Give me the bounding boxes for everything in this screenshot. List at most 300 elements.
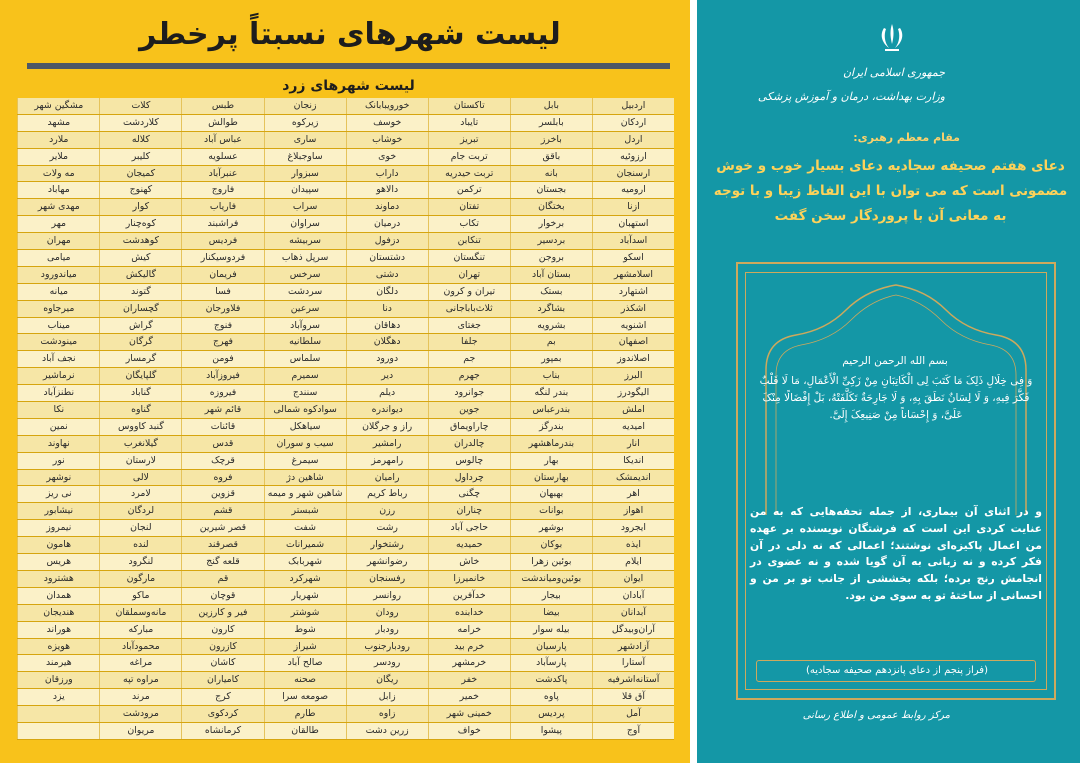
city-cell: فریمان xyxy=(181,267,263,283)
city-cell: قم xyxy=(181,571,263,587)
city-cell: سیب و سوران xyxy=(264,436,346,452)
city-cell: ایجرود xyxy=(592,520,674,536)
city-cell: هامون xyxy=(17,537,99,553)
city-cell: کلاردشت xyxy=(99,115,181,131)
city-cell: چناران xyxy=(428,503,510,519)
city-cell: آمل xyxy=(592,706,674,722)
city-cell: اسدآباد xyxy=(592,233,674,249)
city-cell: لامرد xyxy=(99,486,181,502)
city-cell: دیر xyxy=(346,368,428,384)
city-cell: چگنی xyxy=(428,486,510,502)
city-cell: گناوه xyxy=(99,402,181,418)
table-row xyxy=(17,318,674,335)
city-cell: بیله سوار xyxy=(510,622,592,638)
city-cell: خدآفرین xyxy=(428,588,510,604)
city-cell: دهگلان xyxy=(346,334,428,350)
city-cell: کردکوی xyxy=(181,706,263,722)
table-row xyxy=(17,453,674,470)
city-cell: قوچان xyxy=(181,588,263,604)
city-cell: امیدیه xyxy=(592,419,674,435)
title-divider xyxy=(27,63,670,69)
dua-text: وَ فِی خِلَالِ ذَلِکَ مَا کَتَبَ لِی الْکَاتِبَانِ مِنْ زَکِیِّ الْأَعْمَالِ، مَا لَا قَلْبٌ فَکَّرَ فِیهِ، وَ لَا لِسَانٌ نَطَقَ بِهِ، وَ لَا جَارِحَةٌ تَکَلَّفَتْهُ، بَلْ إِفْضَالًا مِنْکَ عَلَیَّ، وَ إِحْسَاناً مِنْ صَنِیعِکَ إِلَیَّ. xyxy=(759,375,1033,421)
city-cell: سلطانیه xyxy=(264,334,346,350)
city-cell: شاهین شهر و میمه xyxy=(264,486,346,502)
city-cell: بستان آباد xyxy=(510,267,592,283)
city-cell: زنجان xyxy=(264,98,346,114)
city-cell: بمپور xyxy=(510,351,592,367)
city-cell: کوه‌چنار xyxy=(99,216,181,232)
city-cell: گرگان xyxy=(99,334,181,350)
city-cell: بهبهان xyxy=(510,486,592,502)
table-row xyxy=(17,503,674,520)
city-cell: نی ریز xyxy=(17,486,99,502)
city-cell: بندرماهشهر xyxy=(510,436,592,452)
table-row xyxy=(17,672,674,689)
city-cell: دشتستان xyxy=(346,250,428,266)
city-cell: خرامه xyxy=(428,622,510,638)
city-cell: صحنه xyxy=(264,672,346,688)
city-cell: خمیر xyxy=(428,689,510,705)
city-cell: جوین xyxy=(428,402,510,418)
city-cell: سروآباد xyxy=(264,318,346,334)
city-cell xyxy=(17,723,99,739)
city-cell: بندر لنگه xyxy=(510,385,592,401)
page-title: لیست شهرهای نسبتاً پرخطر xyxy=(139,17,561,52)
city-cell: اندیمشک xyxy=(592,470,674,486)
city-cell: سراب xyxy=(264,199,346,215)
city-cell: بردسیر xyxy=(510,233,592,249)
city-cell: رزن xyxy=(346,503,428,519)
city-cell: نکا xyxy=(17,402,99,418)
city-cell: سنندج xyxy=(264,385,346,401)
city-cell: نوشهر xyxy=(17,470,99,486)
city-cell: شهربابک xyxy=(264,554,346,570)
city-cell: روانسر xyxy=(346,588,428,604)
city-cell: داراب xyxy=(346,166,428,182)
city-cell: شوط xyxy=(264,622,346,638)
city-cell: سپیدان xyxy=(264,182,346,198)
city-cell: انار xyxy=(592,436,674,452)
city-cell: قدس xyxy=(181,436,263,452)
city-cell: هندیجان xyxy=(17,605,99,621)
city-cell: رشت xyxy=(346,520,428,536)
table-row xyxy=(17,588,674,605)
city-cell: رودبارجنوب xyxy=(346,639,428,655)
city-cell: خرم بید xyxy=(428,639,510,655)
city-cell: فاریاب xyxy=(181,199,263,215)
city-cell: مرند xyxy=(99,689,181,705)
city-cell: حاجی آباد xyxy=(428,520,510,536)
city-cell: شاهین دژ xyxy=(264,470,346,486)
city-cell: گلپایگان xyxy=(99,368,181,384)
city-cell: باخرز xyxy=(510,132,592,148)
table-row xyxy=(17,115,674,132)
city-cell: کوار xyxy=(99,199,181,215)
city-cell: قائم شهر xyxy=(181,402,263,418)
city-cell: شهریار xyxy=(264,588,346,604)
city-cell: خوی xyxy=(346,149,428,165)
city-cell: فروه xyxy=(181,470,263,486)
city-cell: تبریز xyxy=(428,132,510,148)
city-cell: رودسر xyxy=(346,655,428,671)
city-cell: رشتخوار xyxy=(346,537,428,553)
city-cell: بروجن xyxy=(510,250,592,266)
city-cell: قرچک xyxy=(181,453,263,469)
city-cell: لنگرود xyxy=(99,554,181,570)
city-cell: بجستان xyxy=(510,182,592,198)
city-cell: پیشوا xyxy=(510,723,592,739)
city-cell: دنا xyxy=(346,301,428,317)
city-cell: کلات xyxy=(99,98,181,114)
city-cell: رودان xyxy=(346,605,428,621)
city-cell: فهرج xyxy=(181,334,263,350)
table-row xyxy=(17,233,674,250)
table-row xyxy=(17,655,674,672)
city-cell: همدان xyxy=(17,588,99,604)
city-cell: تفتان xyxy=(428,199,510,215)
city-cell: آستانه‌اشرفیه xyxy=(592,672,674,688)
city-cell: قصرقند xyxy=(181,537,263,553)
table-subtitle: لیست شهرهای زرد xyxy=(282,78,415,94)
city-cell: رامهرمز xyxy=(346,453,428,469)
city-cell: جم xyxy=(428,351,510,367)
city-cell: اهر xyxy=(592,486,674,502)
city-cell: راز و جرگلان xyxy=(346,419,428,435)
table-row xyxy=(17,520,674,537)
city-cell: مه ولات xyxy=(17,166,99,182)
table-row xyxy=(17,301,674,318)
panel-divider xyxy=(690,0,697,763)
city-cell: مشهد xyxy=(17,115,99,131)
city-cell: رفسنجان xyxy=(346,571,428,587)
city-cell: ریگان xyxy=(346,672,428,688)
city-cell: مهدی شهر xyxy=(17,199,99,215)
city-cell: سوادکوه شمالی xyxy=(264,402,346,418)
city-cell: کوهدشت xyxy=(99,233,181,249)
table-row xyxy=(17,166,674,183)
city-cell: تهران xyxy=(428,267,510,283)
city-cell: ارسنجان xyxy=(592,166,674,182)
bismillah: بسم الله الرحمن الرحیم xyxy=(842,355,948,367)
city-cell: گناباد xyxy=(99,385,181,401)
city-cell: چرداول xyxy=(428,470,510,486)
city-cell: فومن xyxy=(181,351,263,367)
city-cell: قصر شیرین xyxy=(181,520,263,536)
city-cell: ایوان xyxy=(592,571,674,587)
city-cell: دلگان xyxy=(346,284,428,300)
city-cell: بستک xyxy=(510,284,592,300)
city-cell: عباس آباد xyxy=(181,132,263,148)
table-row xyxy=(17,267,674,284)
city-cell: ثلاث‌باباجانی xyxy=(428,301,510,317)
city-cell: بناب xyxy=(510,368,592,384)
city-cell: اصلاندوز xyxy=(592,351,674,367)
city-cell: بشاگرد xyxy=(510,301,592,317)
city-cell: شیراز xyxy=(264,639,346,655)
city-cell: کلیبر xyxy=(99,149,181,165)
city-cell: بوئین زهرا xyxy=(510,554,592,570)
city-cell: سرخس xyxy=(264,267,346,283)
city-cell: زابل xyxy=(346,689,428,705)
city-cell: بانه xyxy=(510,166,592,182)
city-cell: گیلانغرب xyxy=(99,436,181,452)
city-cell: فراشبند xyxy=(181,216,263,232)
city-cell: اردل xyxy=(592,132,674,148)
city-cell: سرعین xyxy=(264,301,346,317)
city-cell: لنجان xyxy=(99,520,181,536)
table-row xyxy=(17,182,674,199)
table-row xyxy=(17,368,674,385)
city-cell: طالقان xyxy=(264,723,346,739)
city-cell: اسکو xyxy=(592,250,674,266)
city-cell: کرمانشاه xyxy=(181,723,263,739)
table-row xyxy=(17,419,674,436)
table-row xyxy=(17,605,674,622)
city-cell: تایباد xyxy=(428,115,510,131)
city-cell: پاوه xyxy=(510,689,592,705)
city-cell: استهبان xyxy=(592,216,674,232)
city-cell: فیروزآباد xyxy=(181,368,263,384)
country-name: جمهوری اسلامی ایران xyxy=(842,66,945,79)
city-cell: سربیشه xyxy=(264,233,346,249)
city-cell: گالیکش xyxy=(99,267,181,283)
city-cell: مریوان xyxy=(99,723,181,739)
city-cell: آستارا xyxy=(592,655,674,671)
city-cell: چاراویماق xyxy=(428,419,510,435)
table-row xyxy=(17,537,674,554)
city-cell: خوشاب xyxy=(346,132,428,148)
city-cell: دالاهو xyxy=(346,182,428,198)
city-cell: محمودآباد xyxy=(99,639,181,655)
city-cell: خاش xyxy=(428,554,510,570)
city-cell: آق قلا xyxy=(592,689,674,705)
city-cell: سردشت xyxy=(264,284,346,300)
city-cell: مینودشت xyxy=(17,334,99,350)
city-cell: گراش xyxy=(99,318,181,334)
city-cell: درمیان xyxy=(346,216,428,232)
city-cell: پارسآباد xyxy=(510,655,592,671)
city-cell: اشتهارد xyxy=(592,284,674,300)
city-cell: مانه‌وسملقان xyxy=(99,605,181,621)
city-cell: کیش xyxy=(99,250,181,266)
city-cell: قزوین xyxy=(181,486,263,502)
city-cell: شفت xyxy=(264,520,346,536)
city-cell: خرمشهر xyxy=(428,655,510,671)
city-cell: لردگان xyxy=(99,503,181,519)
city-cell: نیشابور xyxy=(17,503,99,519)
dua-source: (فراز پنجم از دعای پانزدهم صحیفه سجادیه) xyxy=(806,665,988,676)
city-cell: رودبار xyxy=(346,622,428,638)
city-cell: زیرکوه xyxy=(264,115,346,131)
city-cell: بم xyxy=(510,334,592,350)
city-cell: خانمیرزا xyxy=(428,571,510,587)
city-cell: سراوان xyxy=(264,216,346,232)
city-cell: فلاورجان xyxy=(181,301,263,317)
city-cell: بوشهر xyxy=(510,520,592,536)
city-cell: آران‌وبیدگل xyxy=(592,622,674,638)
city-cell: خمینی شهر xyxy=(428,706,510,722)
city-cell: شبستر xyxy=(264,503,346,519)
table-row xyxy=(17,571,674,588)
city-cell: دماوند xyxy=(346,199,428,215)
city-cell: میرجاوه xyxy=(17,301,99,317)
city-cell: بهار xyxy=(510,453,592,469)
city-cell: زاوه xyxy=(346,706,428,722)
city-cell: دهاقان xyxy=(346,318,428,334)
leader-quote: دعای هفتم صحیفه سجادیه دعای بسیار خوب و خوش مضمونی است که می توان با این الفاظ زیبا و با توجه به معانی آن با پروردگار سخن گفت xyxy=(713,158,1068,224)
city-cell: نجف آباد xyxy=(17,351,99,367)
city-cell: هشترود xyxy=(17,571,99,587)
city-cell: دیواندره xyxy=(346,402,428,418)
city-cell: تربت جام xyxy=(428,149,510,165)
city-cell: فیر و کارزین xyxy=(181,605,263,621)
city-cell: بابلسر xyxy=(510,115,592,131)
city-cell: دیلم xyxy=(346,385,428,401)
city-cell: لارستان xyxy=(99,453,181,469)
city-cell: گرمسار xyxy=(99,351,181,367)
table-row xyxy=(17,250,674,267)
city-cell: ورزقان xyxy=(17,672,99,688)
city-cell: کلاله xyxy=(99,132,181,148)
table-row xyxy=(17,216,674,233)
city-cell: طبس xyxy=(181,98,263,114)
city-cell: رضوانشهر xyxy=(346,554,428,570)
table-row xyxy=(17,436,674,453)
city-cell: مهر xyxy=(17,216,99,232)
city-cell: ساوجبلاغ xyxy=(264,149,346,165)
city-cell: طارم xyxy=(264,706,346,722)
city-cell: لالی xyxy=(99,470,181,486)
city-cell: سلماس xyxy=(264,351,346,367)
city-cell: فاروج xyxy=(181,182,263,198)
city-cell: ارومیه xyxy=(592,182,674,198)
city-cell: برخوار xyxy=(510,216,592,232)
city-cell: میانه xyxy=(17,284,99,300)
city-cell: بوئین‌ومیاندشت xyxy=(510,571,592,587)
city-cell: سمیرم xyxy=(264,368,346,384)
city-cell: صومعه سرا xyxy=(264,689,346,705)
city-cell: بیضا xyxy=(510,605,592,621)
city-cell: عسلویه xyxy=(181,149,263,165)
city-cell: مشگین شهر xyxy=(17,98,99,114)
city-cell: ازنا xyxy=(592,199,674,215)
city-cell: فیروزه xyxy=(181,385,263,401)
city-cell: بشرویه xyxy=(510,318,592,334)
city-cell: گچساران xyxy=(99,301,181,317)
city-cell: اهواز xyxy=(592,503,674,519)
city-cell: میاندورود xyxy=(17,267,99,283)
city-cell: املش xyxy=(592,402,674,418)
city-cell: تنکابن xyxy=(428,233,510,249)
table-row xyxy=(17,402,674,419)
city-cell: مراغه xyxy=(99,655,181,671)
city-cell: خواف xyxy=(428,723,510,739)
city-cell: نمین xyxy=(17,419,99,435)
city-cell: فردوسیکنار xyxy=(181,250,263,266)
city-cell: زرین دشت xyxy=(346,723,428,739)
city-cell: صالح آباد xyxy=(264,655,346,671)
city-cell: بابل xyxy=(510,98,592,114)
table-row xyxy=(17,689,674,706)
city-cell: بندرعباس xyxy=(510,402,592,418)
table-row xyxy=(17,554,674,571)
table-row xyxy=(17,639,674,656)
city-cell: شهرکرد xyxy=(264,571,346,587)
city-cell: نیمروز xyxy=(17,520,99,536)
city-cell: مرودشت xyxy=(99,706,181,722)
city-cell: آبادان xyxy=(592,588,674,604)
city-cell: تکاب xyxy=(428,216,510,232)
city-cell: هریس xyxy=(17,554,99,570)
city-cell: رامشیر xyxy=(346,436,428,452)
city-cell: سیاهکل xyxy=(264,419,346,435)
city-cell: حمیدیه xyxy=(428,537,510,553)
city-cell: ملارد xyxy=(17,132,99,148)
city-cell: خوسف xyxy=(346,115,428,131)
city-cell: جهرم xyxy=(428,368,510,384)
city-cell: آبدانان xyxy=(592,605,674,621)
city-cell: شوشتر xyxy=(264,605,346,621)
city-cell: کمیجان xyxy=(99,166,181,182)
city-cell: گتوند xyxy=(99,284,181,300)
city-cell: باقق xyxy=(510,149,592,165)
table-row xyxy=(17,351,674,368)
cities-table xyxy=(17,98,674,740)
city-cell: مبارکه xyxy=(99,622,181,638)
city-cell: اسلامشهر xyxy=(592,267,674,283)
city-cell: اشنویه xyxy=(592,318,674,334)
city-cell: طوالش xyxy=(181,115,263,131)
city-cell: اردبیل xyxy=(592,98,674,114)
table-row xyxy=(17,199,674,216)
city-cell: نور xyxy=(17,453,99,469)
city-cell: عنبرآباد xyxy=(181,166,263,182)
city-cell: جوانرود xyxy=(428,385,510,401)
city-cell: آوج xyxy=(592,723,674,739)
table-row xyxy=(17,98,674,115)
city-cell: فسا xyxy=(181,284,263,300)
iran-emblem-icon xyxy=(875,22,909,54)
city-cell: بهارستان xyxy=(510,470,592,486)
city-cell: دورود xyxy=(346,351,428,367)
city-cell: دشتی xyxy=(346,267,428,283)
table-row xyxy=(17,706,674,723)
city-cell: ملایر xyxy=(17,149,99,165)
city-cell: نطنزآباد xyxy=(17,385,99,401)
city-cell: سبزوار xyxy=(264,166,346,182)
city-cell: پردیس xyxy=(510,706,592,722)
city-cell: قلعه گنج xyxy=(181,554,263,570)
city-cell: بندرگز xyxy=(510,419,592,435)
city-cell: سرپل ذهاب xyxy=(264,250,346,266)
city-cell: اندیکا xyxy=(592,453,674,469)
city-cell: میناب xyxy=(17,318,99,334)
city-cell: ارزوئیه xyxy=(592,149,674,165)
city-cell: مهاباد xyxy=(17,182,99,198)
city-cell: پارسیان xyxy=(510,639,592,655)
table-row xyxy=(17,132,674,149)
city-cell: ایلام xyxy=(592,554,674,570)
city-cell: آزادشهر xyxy=(592,639,674,655)
city-cell: تیران و کرون xyxy=(428,284,510,300)
city-cell: مهران xyxy=(17,233,99,249)
city-cell: هوراند xyxy=(17,622,99,638)
city-cell: کاشان xyxy=(181,655,263,671)
city-cell: تربت حیدریه xyxy=(428,166,510,182)
city-cell: تاکستان xyxy=(428,98,510,114)
city-cell: فنوج xyxy=(181,318,263,334)
city-cell: اصفهان xyxy=(592,334,674,350)
